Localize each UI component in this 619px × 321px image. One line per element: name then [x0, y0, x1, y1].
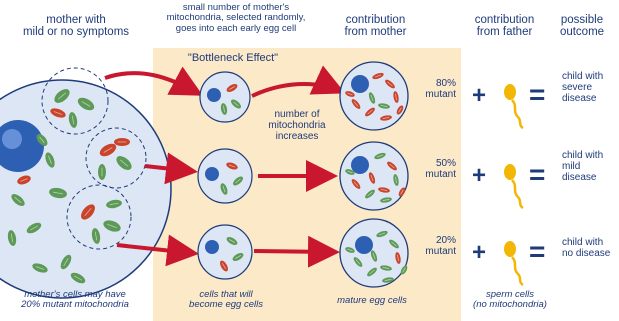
header-mother: mother with mild or no symptoms: [22, 14, 130, 39]
outcome-row-2: child with mild disease: [562, 150, 604, 183]
equals-sign-row-2: =: [529, 159, 546, 190]
plus-sign-row-2: +: [472, 162, 487, 189]
footer-mother-cells: mother's cells may have 20% mutant mitochondria: [21, 289, 129, 311]
row-2-mutant-percent: 50% mutant: [425, 158, 456, 180]
outcome-row-1: child with severe disease: [562, 71, 604, 104]
footer-sperm: sperm cells (no mitochondria): [473, 289, 547, 311]
row-1-mutant-percent: 80% mutant: [425, 78, 456, 100]
header-contribution-mother: contribution from mother: [344, 14, 407, 39]
sperm-cells: [504, 84, 523, 285]
equals-sign-row-3: =: [529, 236, 546, 267]
header-selection: small number of mother's mitochondria, selected randomly, goes into each early egg cell: [166, 2, 306, 34]
plus-sign-row-1: +: [472, 82, 487, 109]
row-3-mutant-percent: 20% mutant: [425, 235, 456, 257]
mature-egg-cells: [340, 62, 409, 287]
footer-mature-eggs: mature egg cells: [337, 295, 407, 306]
bottleneck-label: "Bottleneck Effect": [187, 52, 279, 64]
header-outcome: possible outcome: [559, 14, 605, 39]
mother-cell: [0, 68, 171, 298]
plus-sign-row-3: +: [472, 239, 487, 266]
header-contribution-father: contribution from father: [474, 14, 535, 39]
mitochondria-increase-label: number of mitochondria increases: [268, 109, 326, 142]
equals-sign-row-1: =: [529, 79, 546, 110]
footer-egg-precursors: cells that will become egg cells: [189, 289, 263, 311]
outcome-row-3: child with no disease: [562, 237, 611, 259]
early-egg-cells: [198, 72, 252, 279]
